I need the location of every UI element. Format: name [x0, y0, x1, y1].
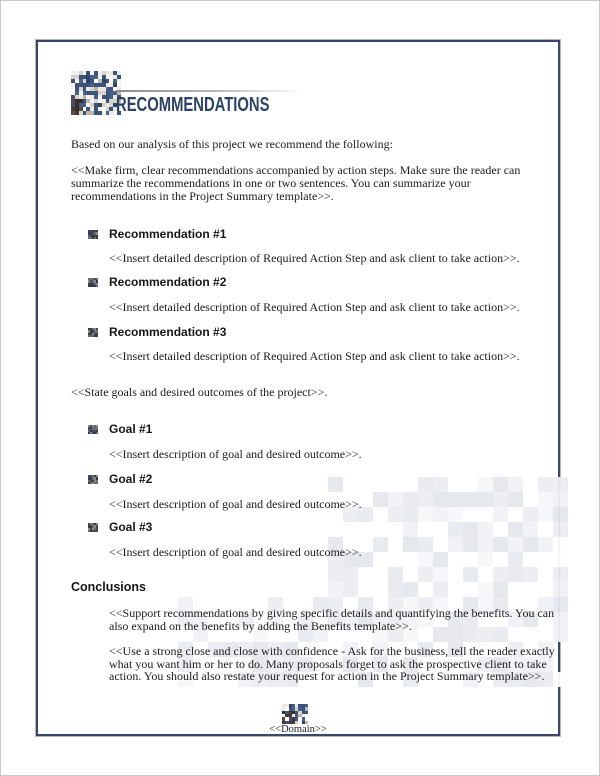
- goal-label: Goal #3: [109, 520, 153, 534]
- conclusions-paragraph-1: <<Support recommendations by giving specific details and quantifying the benefits. You can also expand on the benefits by adding the Benefits template>>.: [109, 606, 555, 633]
- goal-1-heading: [88, 423, 152, 436]
- recommendation-label: Recommendation #3: [109, 325, 227, 339]
- goal-3-heading: [88, 521, 152, 534]
- goal-3-description: <<Insert description of goal and desired outcome>>.: [109, 545, 362, 559]
- page-header: [116, 90, 316, 115]
- page-title: RECOMMENDATIONS: [116, 94, 270, 116]
- pixel-mosaic-logo-icon: [71, 71, 121, 115]
- guidance-paragraph: <<Make firm, clear recommendations accompanied by action steps. Make sure the reader can summarize the recommendations in one or two sentences. You can summarize your recommendations in the Project Summary template>>.: [71, 163, 521, 203]
- goal-2-description: <<Insert description of goal and desired outcome>>.: [109, 497, 362, 511]
- recommendation-label: Recommendation #1: [109, 227, 227, 241]
- recommendation-label: Recommendation #2: [109, 275, 227, 289]
- recommendation-2-heading: [88, 276, 226, 289]
- pixel-bullet-icon: [88, 523, 98, 532]
- conclusions-heading: Conclusions: [71, 580, 147, 594]
- pixel-bullet-icon: [88, 278, 98, 287]
- recommendation-2-description: <<Insert detailed description of Required Action Step and ask client to take action>>.: [109, 300, 520, 314]
- page-frame: [36, 40, 560, 736]
- conclusions-paragraph-2: <<Use a strong close and close with confidence - Ask for the business, tell the reader exactly what you want him or her to do. Many proposals forget to ask the prospective client to take action. You should also restate your request for action in the Project Summary template>>.: [109, 644, 555, 683]
- recommendation-3-description: <<Insert detailed description of Required Action Step and ask client to take action>>.: [109, 349, 520, 363]
- goal-2-heading: [88, 473, 152, 486]
- pixel-bullet-icon: [88, 230, 98, 239]
- goal-label: Goal #2: [109, 472, 153, 486]
- title-rule: [116, 90, 302, 92]
- recommendation-3-heading: [88, 326, 226, 339]
- pixel-bullet-icon: [88, 328, 98, 337]
- intro-paragraph: Based on our analysis of this project we recommend the following:: [71, 137, 393, 151]
- recommendation-1-heading: [88, 228, 226, 241]
- recommendation-1-description: <<Insert detailed description of Required Action Step and ask client to take action>>.: [109, 251, 520, 265]
- pixel-bullet-icon: [88, 475, 98, 484]
- goal-1-description: <<Insert description of goal and desired outcome>>.: [109, 447, 362, 461]
- footer-pixel-logo-icon: [282, 704, 308, 724]
- pixel-bullet-icon: [88, 425, 98, 434]
- goals-intro-paragraph: <<State goals and desired outcomes of the project>>.: [71, 385, 328, 399]
- goal-label: Goal #1: [109, 422, 153, 436]
- footer-domain-placeholder: <<Domain>>: [269, 724, 327, 735]
